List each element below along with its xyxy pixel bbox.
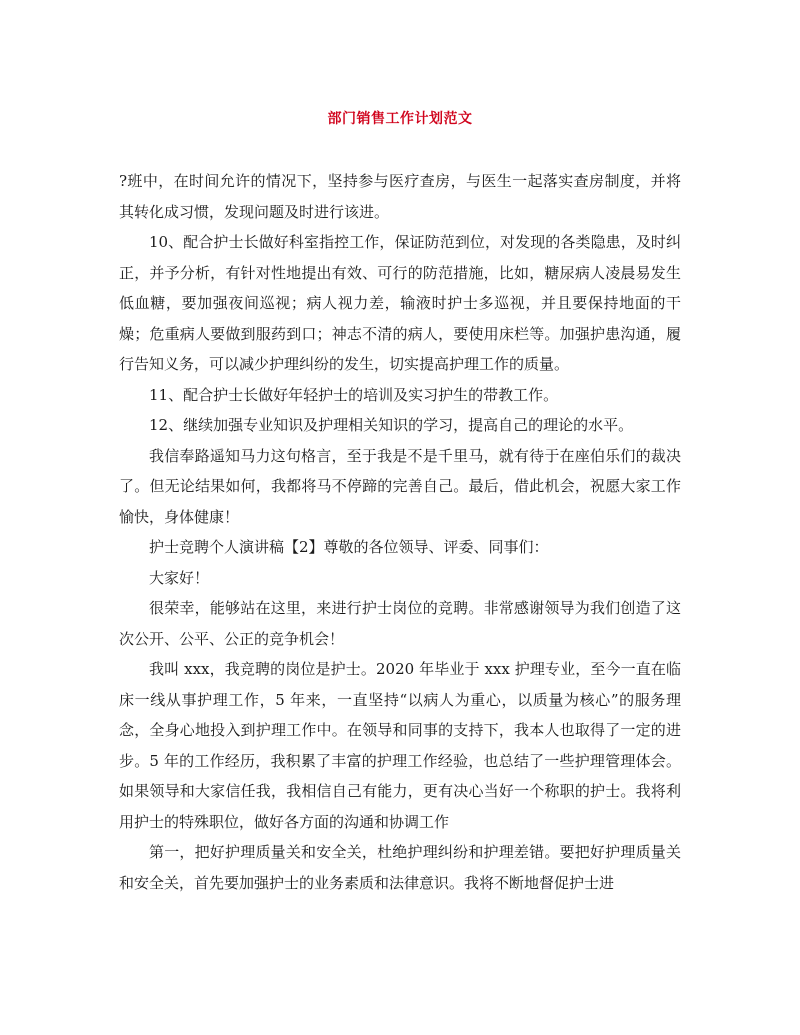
paragraph: ?班中，在时间允许的情况下，坚持参与医疗查房，与医生一起落实查房制度，并将其转化成习惯，发现问题及时进行该进。 [119,172,681,221]
paragraph: 11、配合护士长做好年轻护士的培训及实习护生的带教工作。 [149,385,559,404]
paragraph: 我信奉路遥知马力这句格言，至于我是不是千里马，就有待于在座伯乐们的裁决了。但无论结果如何，我都将马不停蹄的完善自己。最后，借此机会，祝愿大家工作愉快，身体健康！ [119,446,681,526]
paragraph: 12、继续加强专业知识及护理相关知识的学习，提高自己的理论的水平。 [149,416,634,434]
paragraph: 我叫 xxx，我竞聘的岗位是护士。2020 年毕业于 xxx 护理专业，至今一直在临床一线从事护理工作，5 年来，一直坚持“以病人为重心，以质量为核心”的服务理念，全身心地投入到护理工作中。在领导和同事的支持下，我本人也取得了一定的进步。5 年的工作经历，我积累了丰富的护理工作经验，也总结了一些护理管理体会。如果领导和大家信任我，我相信自己有能力，更有决心当好一个称职的护士。我将利用护士的特殊职位，做好各方面的沟通和协调工作 [119,660,681,831]
document-title: 部门销售工作计划范文 [327,111,473,127]
paragraph: 大家好！ [149,568,210,587]
paragraph: 很荣幸，能够站在这里，来进行护士岗位的竞聘。非常感谢领导为我们创造了这次公开、公平、公正的竞争机会！ [119,599,681,648]
paragraph: 10、配合护士长做好科室指控工作，保证防范到位，对发现的各类隐患，及时纠正，并予分析，有针对性地提出有效、可行的防范措施，比如，糖尿病人凌晨易发生低血糖，要加强夜间巡视；病人视力差，输液时护士多巡视，并且要保持地面的干燥；危重病人要做到服药到口；神志不清的病人，要使用床栏等。加强护患沟通，履行告知义务，可以减少护理纠纷的发生，切实提高护理工作的质量。 [119,233,681,373]
document-body [119,166,681,898]
paragraph: 护士竞聘个人演讲稿【2】尊敬的各位领导、评委、同事们： [149,538,549,556]
paragraph: 第一，把好护理质量关和安全关，杜绝护理纠纷和护理差错。要把好护理质量关和安全关，首先要加强护士的业务素质和法律意识。我将不断地督促护士进 [119,843,681,892]
